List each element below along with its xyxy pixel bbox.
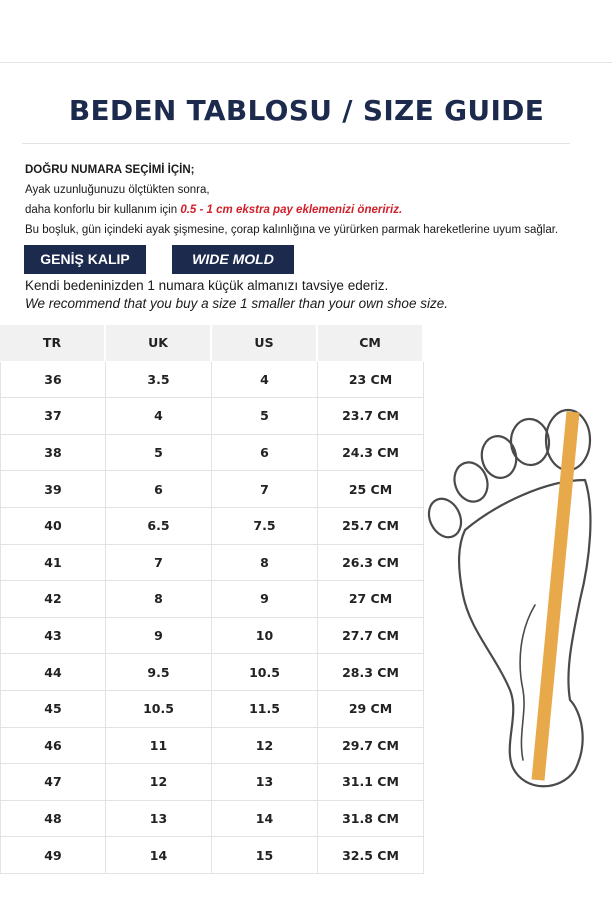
column-header-us: US: [212, 325, 318, 362]
table-cell-cm: 28.3 CM: [318, 654, 424, 691]
table-cell-cm: 31.1 CM: [318, 764, 424, 801]
table-cell-uk: 8: [106, 581, 212, 618]
table-cell-uk: 9.5: [106, 654, 212, 691]
intro-line-2: [25, 200, 605, 220]
intro-highlight: 0.5 - 1 cm ekstra pay eklemenizi öneririz.: [180, 204, 403, 216]
table-cell-uk: 3.5: [106, 362, 212, 399]
recommendation-en: We recommend that you buy a size 1 smaller than your own shoe size.: [25, 296, 448, 311]
table-row: [0, 764, 424, 801]
table-cell-us: 12: [212, 728, 318, 765]
table-cell-cm: 24.3 CM: [318, 435, 424, 472]
table-cell-uk: 6: [106, 471, 212, 508]
table-cell-us: 7: [212, 471, 318, 508]
ruler-icon: [538, 412, 573, 780]
table-cell-uk: 6.5: [106, 508, 212, 545]
table-row: [0, 435, 424, 472]
table-cell-tr: 47: [0, 764, 106, 801]
table-cell-uk: 12: [106, 764, 212, 801]
table-cell-uk: 9: [106, 618, 212, 655]
table-cell-tr: 48: [0, 801, 106, 838]
wide-mold-badge-tr: GENİŞ KALIP: [24, 245, 146, 274]
table-cell-us: 10.5: [212, 654, 318, 691]
table-row: [0, 508, 424, 545]
table-row: [0, 471, 424, 508]
table-cell-tr: 39: [0, 471, 106, 508]
table-row: [0, 728, 424, 765]
table-row: [0, 362, 424, 399]
table-cell-tr: 44: [0, 654, 106, 691]
table-cell-cm: 25.7 CM: [318, 508, 424, 545]
table-cell-us: 6: [212, 435, 318, 472]
table-cell-tr: 49: [0, 837, 106, 874]
table-row: [0, 801, 424, 838]
intro-heading: DOĞRU NUMARA SEÇİMİ İÇİN;: [25, 164, 195, 176]
table-cell-cm: 32.5 CM: [318, 837, 424, 874]
table-row: [0, 837, 424, 874]
table-cell-us: 11.5: [212, 691, 318, 728]
table-row: [0, 654, 424, 691]
table-cell-cm: 25 CM: [318, 471, 424, 508]
table-cell-tr: 41: [0, 545, 106, 582]
column-header-cm: CM: [318, 325, 424, 362]
table-row: [0, 581, 424, 618]
table-row: [0, 398, 424, 435]
recommendation: [25, 277, 448, 313]
foot-outline-icon: [425, 400, 605, 800]
table-row: [0, 618, 424, 655]
table-cell-cm: 27 CM: [318, 581, 424, 618]
table-row: [0, 545, 424, 582]
table-cell-uk: 10.5: [106, 691, 212, 728]
table-row: [0, 691, 424, 728]
table-cell-tr: 46: [0, 728, 106, 765]
table-cell-tr: 38: [0, 435, 106, 472]
recommendation-tr: Kendi bedeninizden 1 numara küçük almanızı tavsiye ederiz.: [25, 278, 389, 293]
intro-line-2-text: daha konforlu bir kullanım için: [25, 204, 181, 216]
table-cell-us: 10: [212, 618, 318, 655]
sole-outline: [459, 480, 590, 786]
table-header-row: [0, 325, 424, 362]
table-cell-us: 13: [212, 764, 318, 801]
table-cell-us: 9: [212, 581, 318, 618]
intro-line-3: Bu boşluk, gün içindeki ayak şişmesine, çorap kalınlığına ve yürürken parmak hareketlerine uyum sağlar.: [25, 224, 559, 236]
table-cell-uk: 11: [106, 728, 212, 765]
table-cell-us: 15: [212, 837, 318, 874]
table-cell-cm: 29.7 CM: [318, 728, 424, 765]
table-cell-uk: 14: [106, 837, 212, 874]
table-cell-tr: 45: [0, 691, 106, 728]
table-cell-tr: 43: [0, 618, 106, 655]
table-cell-uk: 5: [106, 435, 212, 472]
table-cell-uk: 4: [106, 398, 212, 435]
table-cell-cm: 29 CM: [318, 691, 424, 728]
table-cell-tr: 40: [0, 508, 106, 545]
table-cell-uk: 13: [106, 801, 212, 838]
table-cell-tr: 42: [0, 581, 106, 618]
table-cell-tr: 37: [0, 398, 106, 435]
table-cell-uk: 7: [106, 545, 212, 582]
column-header-tr: TR: [0, 325, 106, 362]
table-cell-cm: 23 CM: [318, 362, 424, 399]
toe-icon: [425, 494, 467, 543]
arch-line: [520, 605, 535, 760]
title-divider: [22, 143, 570, 144]
table-cell-us: 7.5: [212, 508, 318, 545]
intro-line-1: Ayak uzunluğunuzu ölçtükten sonra,: [25, 184, 210, 196]
table-cell-us: 14: [212, 801, 318, 838]
table-cell-cm: 26.3 CM: [318, 545, 424, 582]
intro-text: [25, 160, 605, 240]
table-cell-us: 8: [212, 545, 318, 582]
table-cell-us: 5: [212, 398, 318, 435]
table-cell-cm: 23.7 CM: [318, 398, 424, 435]
table-body: [0, 362, 424, 874]
table-cell-tr: 36: [0, 362, 106, 399]
page-title: BEDEN TABLOSU / SIZE GUIDE: [68, 94, 545, 127]
table-cell-cm: 27.7 CM: [318, 618, 424, 655]
table-cell-cm: 31.8 CM: [318, 801, 424, 838]
toe-icon: [449, 458, 493, 507]
wide-mold-badge-en: WIDE MOLD: [172, 245, 294, 274]
table-cell-us: 4: [212, 362, 318, 399]
column-header-uk: UK: [106, 325, 212, 362]
size-table: [0, 325, 424, 874]
